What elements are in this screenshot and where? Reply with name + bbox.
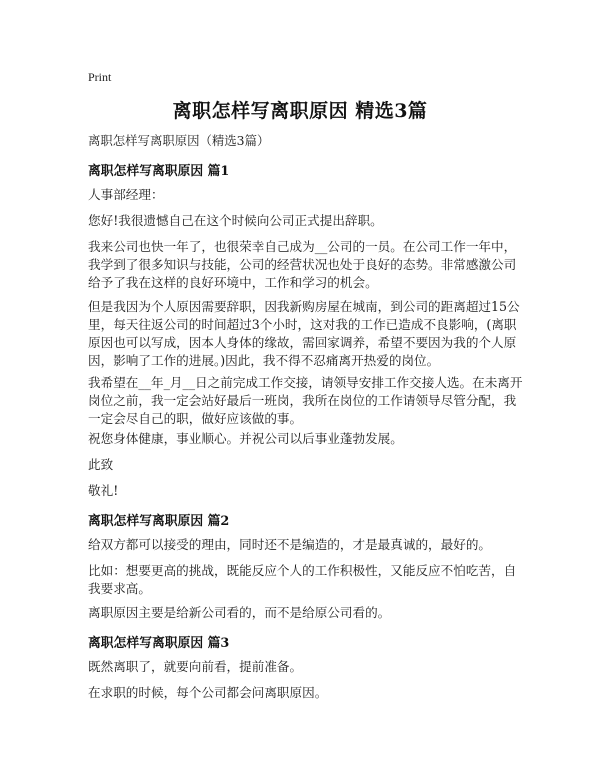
paragraph: 祝您身体健康，事业顺心。并祝公司以后事业蓬勃发展。	[88, 431, 403, 446]
paragraph: 我来公司也快一年了，也很荣幸自己成为__公司的一员。在公司工作一年中，我学到了很多知识与技能，公司的经营状况也处于良好的态势。非常感激公司给予了我在这样的良好环境中，工作和学习的机会。	[88, 239, 517, 290]
paragraph: 但是我因为个人原因需要辞职，因我新购房屋在城南，到公司的距离超过15公里，每天往返公司的时间超过3个小时，这对我的工作已造成不良影响，(离职原因也可以写成，因本人身体的缘故，需回家调养，希望不要因为我的个人原因，影响了工作的进展。)因此，我不得不忍痛离开热爱的岗位。	[88, 299, 520, 368]
paragraph: 比如：想要更高的挑战，既能反应个人的工作积极性，又能反应不怕吃苦，自我要求高。	[88, 563, 517, 596]
paragraph: 此致	[88, 457, 114, 472]
section-heading-3: 离职怎样写离职原因 篇3	[88, 636, 230, 651]
print-label: Print	[88, 70, 112, 84]
paragraph: 既然离职了，就要向前看，提前准备。	[88, 659, 303, 674]
paragraph: 在求职的时候，每个公司都会问离职原因。	[88, 685, 328, 700]
paragraph: 您好!我很遗憾自己在这个时候向公司正式提出辞职。	[88, 213, 383, 228]
paragraph: 我希望在__年_月__日之前完成工作交接，请领导安排工作交接人选。在未离开岗位之前，我一定会站好最后一班岗，我所在岗位的工作请领导尽管分配，我一定会尽自己的职，做好应该做的事。	[88, 375, 523, 426]
section-heading-2: 离职怎样写离职原因 篇2	[88, 514, 230, 529]
paragraph: 给双方都可以接受的理由，同时还不是编造的，才是最真诚的，最好的。	[88, 537, 491, 552]
paragraph: 人事部经理：	[88, 187, 164, 202]
section-heading-1: 离职怎样写离职原因 篇1	[88, 164, 230, 179]
page-title: 离职怎样写离职原因 精选3篇	[172, 100, 428, 122]
document-subtitle: 离职怎样写离职原因（精选3篇）	[88, 133, 270, 148]
paragraph: 离职原因主要是给新公司看的，而不是给原公司看的。	[88, 605, 391, 620]
paragraph: 敬礼!	[88, 483, 119, 498]
